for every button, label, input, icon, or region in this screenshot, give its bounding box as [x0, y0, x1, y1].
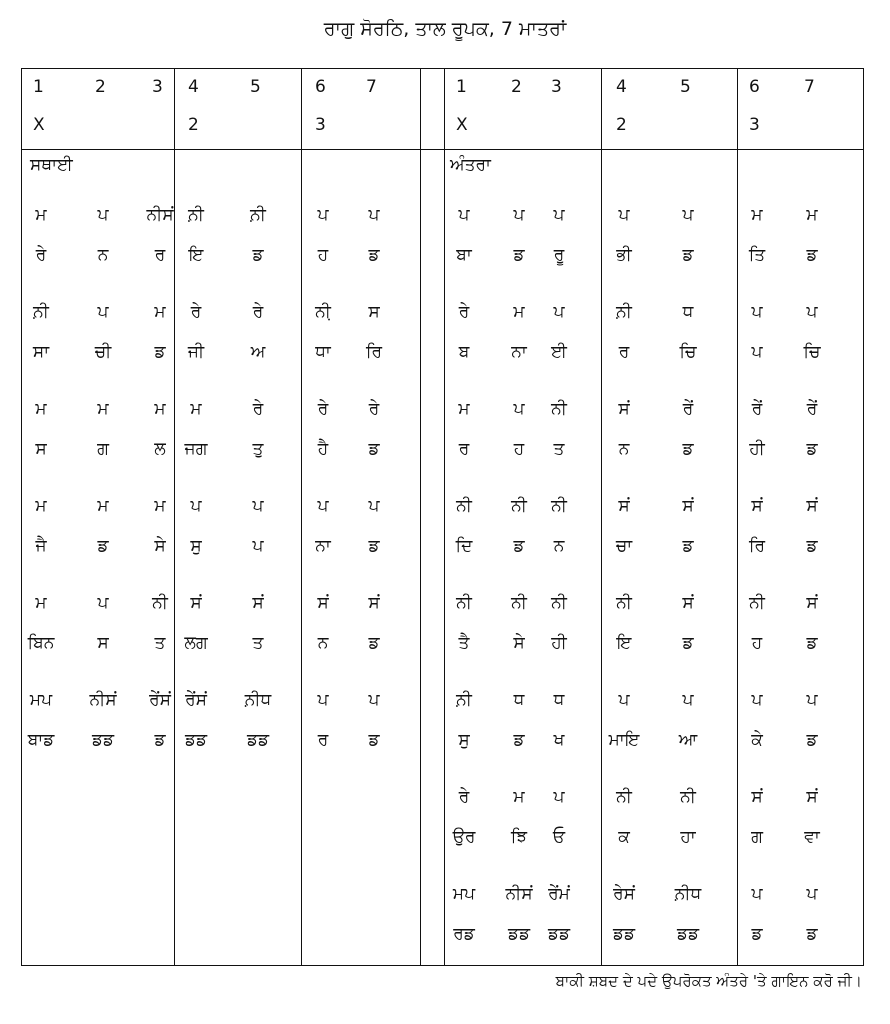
bol-syllable: ਬਿਨ [27, 633, 55, 653]
bol-syllable: ਡ [682, 439, 694, 459]
bol-syllable: ਹੈ [317, 439, 329, 459]
beat-number: 3 [551, 77, 562, 97]
swar-note: ਰੇਂਸਂ [185, 690, 207, 710]
bol-syllable: ਆ [678, 730, 698, 750]
swar-note: ਨ਼ੀ [33, 302, 49, 322]
swar-note: ਮ [154, 302, 166, 322]
swar-note: ਸ [368, 302, 380, 322]
bol-syllable: ਡ [682, 536, 694, 556]
swar-note: ਨੀ [749, 593, 765, 613]
swar-note: ਨ਼ੀਧ [674, 884, 702, 904]
bol-syllable: ਡ [682, 633, 694, 653]
bol-syllable: ਡ [97, 536, 109, 556]
swar-note: ਨੀ [680, 787, 696, 807]
bol-syllable: ਸ [35, 439, 47, 459]
taal-mark: 2 [188, 115, 199, 135]
bol-syllable: ਸੇ [154, 536, 166, 556]
bol-syllable: ਡ [368, 439, 380, 459]
bol-syllable: ਹ [751, 633, 763, 653]
taal-mark: X [456, 115, 468, 135]
swar-note: ਨੀਸਂ [89, 690, 117, 710]
bol-syllable: ਰੇ [35, 245, 47, 265]
bol-syllable: ਗ [751, 827, 763, 847]
swar-note: ਮਪ [29, 690, 53, 710]
bol-syllable: ਰ [154, 245, 166, 265]
beat-number: 4 [616, 77, 627, 97]
swar-note: ਮ [97, 496, 109, 516]
bol-syllable: ਡ [368, 245, 380, 265]
bol-syllable: ਡਡ [676, 924, 700, 944]
swar-note: ਸਂ [618, 399, 630, 419]
swar-note: ਨੀ਼ [315, 302, 331, 322]
bol-syllable: ਡ [368, 536, 380, 556]
bol-syllable: ਨਾ [315, 536, 331, 556]
swar-note: ਨ਼ੀ [456, 690, 472, 710]
swar-note: ਪ [252, 496, 264, 516]
swar-note: ਰੇਂ [806, 399, 818, 419]
beat-number: 2 [95, 77, 106, 97]
swar-note: ਮ [458, 399, 470, 419]
section-label-antra: ਅੰਤਰਾ [450, 155, 491, 175]
bol-syllable: ਮਾਇ [608, 730, 640, 750]
bol-syllable: ਰਡ [453, 924, 475, 944]
swar-note: ਮ [35, 399, 47, 419]
taal-mark: 3 [749, 115, 760, 135]
swar-note: ਰੇਂਸਂ [149, 690, 171, 710]
swar-note: ਰੇਂ [682, 399, 694, 419]
swar-note: ਸਂ [252, 593, 264, 613]
bol-syllable: ਡ [806, 730, 818, 750]
swar-note: ਪ [806, 690, 818, 710]
bol-syllable: ਜੈ [35, 536, 47, 556]
bol-syllable: ਚਿ [679, 342, 697, 362]
swar-note: ਸਂ [190, 593, 202, 613]
swar-note: ਸਂ [682, 496, 694, 516]
bol-syllable: ਓ [552, 827, 566, 847]
swar-note: ਨੀ [511, 593, 527, 613]
bol-syllable: ਡਡ [246, 730, 270, 750]
bol-syllable: ਡ [806, 439, 818, 459]
swar-note: ਨੀਸਂ [505, 884, 533, 904]
swar-note: ਸਂ [317, 593, 329, 613]
bol-syllable: ਦਿ [455, 536, 473, 556]
bol-syllable: ਤਿ [748, 245, 766, 265]
swar-note: ਰੇ [252, 399, 264, 419]
bol-syllable: ਕ [618, 827, 630, 847]
column-divider [737, 69, 738, 965]
bol-syllable: ਕੇ [751, 730, 763, 750]
swar-note: ਰੇ [458, 302, 470, 322]
bol-syllable: ਡ [806, 633, 818, 653]
bol-syllable: ਡਡ [91, 730, 115, 750]
bol-syllable: ਰੂ [553, 245, 565, 265]
bol-syllable: ਵਾ [804, 827, 820, 847]
bol-syllable: ਨਾ [511, 342, 527, 362]
beat-number: 2 [511, 77, 522, 97]
taal-mark: X [33, 115, 45, 135]
beat-number: 1 [456, 77, 467, 97]
bol-syllable: ਲਗ [184, 633, 208, 653]
swar-note: ਪ [97, 593, 109, 613]
bol-syllable: ਰ [618, 342, 630, 362]
bol-syllable: ਹ [513, 439, 525, 459]
column-divider [601, 69, 602, 965]
swar-note: ਪ [682, 690, 694, 710]
bol-syllable: ਭੀ [616, 245, 632, 265]
bol-syllable: ਡ [368, 730, 380, 750]
swar-note: ਰੇ [368, 399, 380, 419]
bol-syllable: ਹਾ [680, 827, 696, 847]
bol-syllable: ਈ [551, 342, 567, 362]
swar-note: ਨੀ [616, 593, 632, 613]
bol-syllable: ਚਿ [803, 342, 821, 362]
swar-note: ਨ਼ੀ [250, 205, 266, 225]
swar-note: ਪ [806, 884, 818, 904]
beat-number: 5 [680, 77, 691, 97]
bol-syllable: ਚਾ [615, 536, 633, 556]
swar-note: ਪ [806, 302, 818, 322]
bol-syllable: ਇ [188, 245, 204, 265]
bol-syllable: ਡ [682, 245, 694, 265]
swar-note: ਧ [682, 302, 694, 322]
bol-syllable: ਡ [806, 924, 818, 944]
swar-note: ਨੀ [456, 496, 472, 516]
beat-number: 5 [250, 77, 261, 97]
bol-syllable: ਜਗ [184, 439, 208, 459]
swar-note: ਪ [751, 690, 763, 710]
bol-syllable: ਲ [154, 439, 166, 459]
bol-syllable: ਬਾ [456, 245, 472, 265]
swar-note: ਨੀ [551, 496, 567, 516]
swar-note: ਸਂ [368, 593, 380, 613]
bol-syllable: ਡਡ [184, 730, 208, 750]
swar-note: ਸਂ [682, 593, 694, 613]
swar-note: ਮ [35, 496, 47, 516]
taal-mark: 2 [616, 115, 627, 135]
notation-table [21, 68, 864, 966]
swar-note: ਧ [513, 690, 525, 710]
section-label-sthai: ਸਥਾਈ [30, 155, 73, 175]
swar-note: ਨੀ [152, 593, 168, 613]
swar-note: ਪ [751, 884, 763, 904]
bol-syllable: ਡ [513, 245, 525, 265]
swar-note: ਨ਼ੀ [188, 205, 204, 225]
swar-note: ਮ [513, 787, 525, 807]
bol-syllable: ਰ [317, 730, 329, 750]
bol-syllable: ਤੁ [252, 439, 264, 459]
swar-note: ਰੇਂ [751, 399, 763, 419]
footer-note: ਬਾਕੀ ਸ਼ਬਦ ਦੇ ਪਦੇ ਉਪਰੋਕਤ ਅੰਤਰੇ 'ਤੇ ਗਾਇਨ ਕਰੋ ਜੀ। [555, 972, 862, 990]
swar-note: ਪ [553, 205, 565, 225]
bol-syllable: ਡਡ [507, 924, 531, 944]
bol-syllable: ਡ [513, 730, 525, 750]
bol-syllable: ਤ [553, 439, 565, 459]
swar-note: ਸਂ [806, 787, 818, 807]
swar-note: ਰੇ [458, 787, 470, 807]
bol-syllable: ਡ [154, 342, 166, 362]
swar-note: ਪ [553, 302, 565, 322]
bol-syllable: ਹੀ [749, 439, 765, 459]
beat-number: 4 [188, 77, 199, 97]
swar-note: ਪ [682, 205, 694, 225]
bol-syllable: ਅ [250, 342, 266, 362]
bol-syllable: ਰਿ [748, 536, 766, 556]
swar-note: ਧ [553, 690, 565, 710]
bol-syllable: ਸਾ [32, 342, 50, 362]
swar-note: ਪ [513, 399, 525, 419]
swar-note: ਨ਼ੀ [616, 302, 632, 322]
swar-note: ਸਂ [751, 787, 763, 807]
bol-syllable: ਪ [751, 342, 763, 362]
bol-syllable: ਇ [616, 633, 632, 653]
swar-note: ਮ [154, 496, 166, 516]
swar-note: ਮ [97, 399, 109, 419]
bol-syllable: ਡਡ [612, 924, 636, 944]
bol-syllable: ਧਾ [315, 342, 331, 362]
swar-note: ਮ [806, 205, 818, 225]
swar-note: ਰੇ [317, 399, 329, 419]
swar-note: ਨੀ [551, 593, 567, 613]
bol-syllable: ਤ [154, 633, 166, 653]
column-divider [174, 69, 175, 965]
swar-note: ਸਂ [618, 496, 630, 516]
swar-note: ਪ [97, 302, 109, 322]
bol-syllable: ਡ [513, 536, 525, 556]
column-divider [444, 69, 445, 965]
swar-note: ਪ [513, 205, 525, 225]
swar-note: ਨੀ [551, 399, 567, 419]
swar-note: ਰੇ [252, 302, 264, 322]
bol-syllable: ਹੀ [551, 633, 567, 653]
swar-note: ਮ [35, 593, 47, 613]
swar-note: ਰੇ [190, 302, 202, 322]
swar-note: ਮ [513, 302, 525, 322]
bol-syllable: ਤੈ [458, 633, 470, 653]
bol-syllable: ਬ [458, 342, 470, 362]
swar-note: ਪ [368, 496, 380, 516]
bol-syllable: ਚੀ [94, 342, 112, 362]
swar-note: ਨੀਸਂ [146, 205, 174, 225]
bol-syllable: ਨ [317, 633, 329, 653]
swar-note: ਸਂ [806, 496, 818, 516]
swar-note: ਮ [751, 205, 763, 225]
bol-syllable: ਰਿ [365, 342, 383, 362]
bol-syllable: ਝਿ [510, 827, 528, 847]
swar-note: ਪ [368, 205, 380, 225]
swar-note: ਪ [751, 302, 763, 322]
taal-mark: 3 [315, 115, 326, 135]
swar-note: ਨੀ [616, 787, 632, 807]
swar-note: ਰੇਂਮਂ [548, 884, 570, 904]
bol-syllable: ਸੁ [458, 730, 470, 750]
beat-number: 6 [315, 77, 326, 97]
swar-note: ਪ [458, 205, 470, 225]
swar-note: ਪ [553, 787, 565, 807]
swar-note: ਪ [618, 205, 630, 225]
swar-note: ਮ [35, 205, 47, 225]
swar-note: ਸਂ [806, 593, 818, 613]
swar-note: ਪ [368, 690, 380, 710]
bol-syllable: ਡ [806, 245, 818, 265]
bol-syllable: ਡ [751, 924, 763, 944]
beat-number: 7 [366, 77, 377, 97]
column-divider [301, 69, 302, 965]
swar-note: ਨ਼ੀਧ [244, 690, 272, 710]
swar-note: ਮਪ [452, 884, 476, 904]
bol-syllable: ਡ [368, 633, 380, 653]
bol-syllable: ਹ [317, 245, 329, 265]
swar-note: ਪ [317, 205, 329, 225]
beat-number: 1 [33, 77, 44, 97]
bol-syllable: ਡ [154, 730, 166, 750]
column-divider [420, 69, 421, 965]
bol-syllable: ਸ [97, 633, 109, 653]
swar-note: ਪ [618, 690, 630, 710]
swar-note: ਸਂ [751, 496, 763, 516]
bol-syllable: ਉਰ [452, 827, 476, 847]
bol-syllable: ਨ [553, 536, 565, 556]
beat-number: 7 [804, 77, 815, 97]
swar-note: ਮ [154, 399, 166, 419]
beat-number: 3 [152, 77, 163, 97]
swar-note: ਪ [97, 205, 109, 225]
bol-syllable: ਸੁ [190, 536, 202, 556]
bol-syllable: ਨ [97, 245, 109, 265]
swar-note: ਪ [190, 496, 202, 516]
swar-note: ਨੀ [511, 496, 527, 516]
bol-syllable: ਡ [252, 245, 264, 265]
bol-syllable: ਜੀ [187, 342, 205, 362]
bol-syllable: ਖ [553, 730, 565, 750]
bol-syllable: ਡ [806, 536, 818, 556]
bol-syllable: ਨ [618, 439, 630, 459]
swar-note: ਪ [317, 496, 329, 516]
bol-syllable: ਰ [458, 439, 470, 459]
bol-syllable: ਗ [97, 439, 109, 459]
swar-note: ਰੇਸਂ [613, 884, 635, 904]
bol-syllable: ਡਡ [547, 924, 571, 944]
bol-syllable: ਪ [252, 536, 264, 556]
beat-number: 6 [749, 77, 760, 97]
swar-note: ਪ [317, 690, 329, 710]
swar-note: ਮ [190, 399, 202, 419]
swar-note: ਨੀ [456, 593, 472, 613]
page-title: ਰਾਗੁ ਸੋਰਠਿ, ਤਾਲ ਰੂਪਕ, 7 ਮਾਤਰਾਂ [323, 18, 567, 40]
bol-syllable: ਬਾਡ [27, 730, 55, 750]
bol-syllable: ਸੇ [513, 633, 525, 653]
bol-syllable: ਤ [252, 633, 264, 653]
